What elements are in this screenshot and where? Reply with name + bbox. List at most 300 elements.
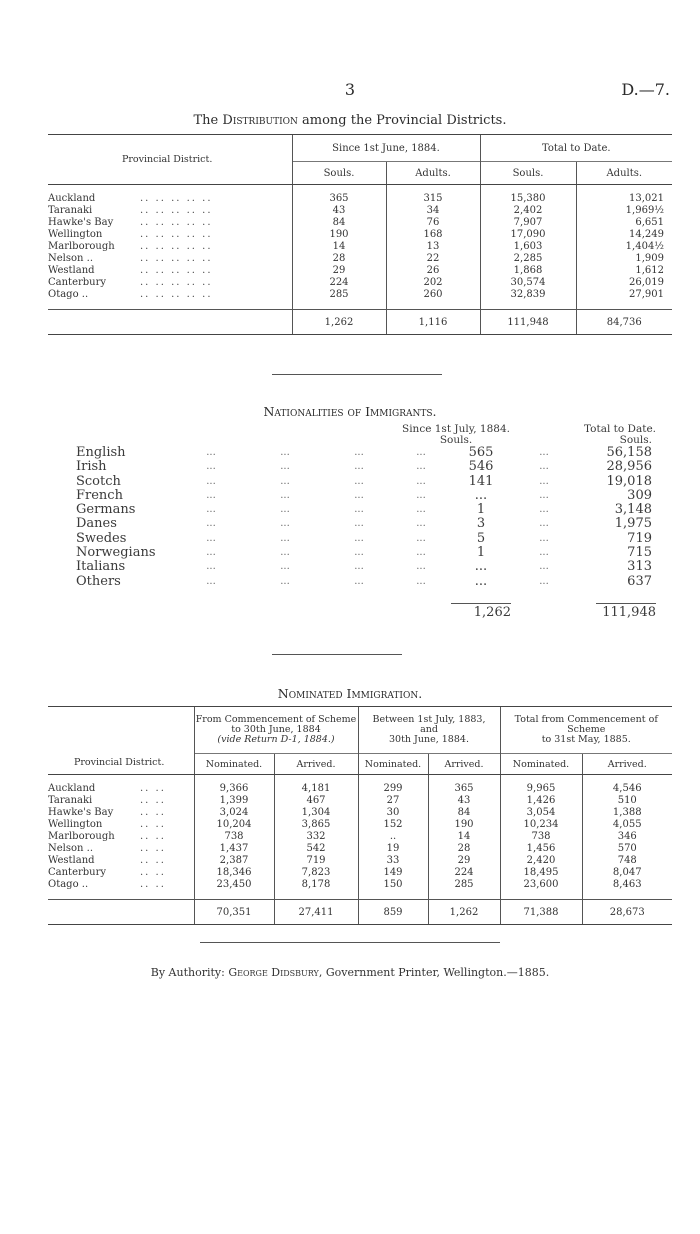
value-cell: 18,495 [500,867,582,879]
dot-leader: .. .. .. .. .. [140,241,213,252]
district-cell [48,217,292,229]
value-cell: 2,420 [500,855,582,867]
district-cell [48,289,292,301]
value-cell: 738 [500,831,582,843]
value-cell: 14 [292,241,386,253]
value-cell: 315 [386,193,480,205]
header-line: (vide Return D-1, 1884.) [217,734,335,745]
value-cell: 27,901 [576,289,672,301]
value-cell: 748 [582,855,672,867]
value-cell: 285 [292,289,386,301]
header-line: Scheme [567,724,606,735]
district-name: Westland [48,265,95,276]
table-row [48,241,672,253]
district-name: Hawke's Bay [48,807,114,818]
ellipsis-leader: ... [206,518,216,530]
district-name: Taranaki [48,205,93,216]
ellipsis-leader: ... [416,475,426,487]
nationality-name: Norwegians [76,545,156,561]
ellipsis-leader: ... [280,475,290,487]
nominated-table [48,706,672,925]
group-a-header [194,707,358,754]
dot-leader: .. .. .. .. .. [140,229,213,240]
value-cell: 1,404½ [576,241,672,253]
district-name: Otago .. [48,289,89,300]
nationalities-totals-row [76,589,656,620]
district-name: Taranaki [48,795,93,806]
since-column-header: Since 1st July, 1884. [402,423,510,435]
district-cell [48,807,194,819]
value-cell: 76 [386,217,480,229]
total-column-header: Total to Date. [583,423,656,435]
value-cell: 285 [428,879,500,891]
ellipsis-leader: ... [354,547,364,559]
value-cell: .. [358,831,428,843]
table-row [48,229,672,241]
table-row [48,831,672,843]
value-cell: 224 [428,867,500,879]
nominated-header: Nominated. [500,754,582,775]
value-cell: 33 [358,855,428,867]
table-row [48,807,672,819]
district-cell [48,205,292,217]
distribution-table [48,134,672,335]
ellipsis-leader: ... [354,575,364,587]
souls-header: Souls. [292,162,386,185]
total-value: 19,018 [606,473,652,489]
value-cell: 27 [358,795,428,807]
value-cell: 4,181 [274,783,358,795]
value-cell: 346 [582,831,672,843]
ellipsis-leader: ... [416,461,426,473]
value-cell: 510 [582,795,672,807]
ellipsis-leader: ... [539,532,549,544]
value-cell: 2,402 [480,205,576,217]
value-cell: 1,909 [576,253,672,265]
value-cell: 15,380 [480,193,576,205]
page-number: 3 [344,80,356,99]
footer-divider [200,942,500,943]
value-cell: 1,612 [576,265,672,277]
nationality-name: French [76,487,123,503]
header-line: Total from Commencement of [514,714,658,725]
value-cell: 43 [428,795,500,807]
value-cell: 22 [386,253,480,265]
value-cell: 8,178 [274,879,358,891]
value-cell: 34 [386,205,480,217]
dot-leader: .. .. [140,783,166,794]
table-row [48,217,672,229]
value-cell: 365 [428,783,500,795]
document-reference: D.—7. [621,80,670,99]
ellipsis-leader: ... [280,547,290,559]
ellipsis-leader: ... [354,447,364,458]
value-cell: 10,204 [194,819,274,831]
ellipsis-leader: ... [539,575,549,587]
nationalities-table [76,424,656,620]
distribution-title [0,113,700,128]
value-cell: 8,047 [582,867,672,879]
ellipsis-leader: ... [539,518,549,530]
table-row [76,560,656,574]
value-cell: 332 [274,831,358,843]
total-value: 719 [627,530,652,546]
arrived-header: Arrived. [274,754,358,775]
overall-total: 111,948 [596,603,656,620]
value-cell: 43 [292,205,386,217]
distribution-title-prefix: The [193,113,223,128]
value-cell: 4,055 [582,819,672,831]
ellipsis-leader: ... [416,447,426,458]
table-row [48,289,672,301]
value-cell: 1,969½ [576,205,672,217]
value-cell: 149 [358,867,428,879]
ellipsis-leader: ... [354,489,364,501]
dot-leader: .. .. .. .. .. [140,253,213,264]
value-cell: 1,603 [480,241,576,253]
district-name: Nelson .. [48,843,93,854]
value-cell: 13,021 [576,193,672,205]
ellipsis-leader: ... [416,504,426,516]
district-name: Nelson .. [48,253,93,264]
value-cell: 3,054 [500,807,582,819]
value-cell: 28 [428,843,500,855]
table-row [48,783,672,795]
value-cell: 1,456 [500,843,582,855]
district-name: Hawke's Bay [48,217,114,228]
value-cell: 26,019 [576,277,672,289]
arrived-header: Arrived. [582,754,672,775]
header-line: 30th June, 1884. [389,734,469,745]
ellipsis-leader: ... [206,461,216,473]
total-cell: 1,262 [292,310,386,335]
value-cell: 365 [292,193,386,205]
ellipsis-leader: ... [280,461,290,473]
value-cell: 32,839 [480,289,576,301]
district-column-header: Provincial District. [48,135,292,185]
total-cell: 71,388 [500,900,582,925]
ellipsis-leader: ... [206,575,216,587]
total-cell: 70,351 [194,900,274,925]
district-name: Marlborough [48,831,115,842]
value-cell: 28 [292,253,386,265]
value-cell: 26 [386,265,480,277]
nationality-name: Irish [76,459,107,475]
souls-subheader: Souls. [619,434,652,446]
distribution-title-smallcaps: Distribution [222,113,298,128]
adults-header: Adults. [386,162,480,185]
value-cell: 23,450 [194,879,274,891]
value-cell: 1,304 [274,807,358,819]
ellipsis-leader: ... [416,547,426,559]
value-cell: 2,285 [480,253,576,265]
value-cell: 1,388 [582,807,672,819]
section-divider [272,654,402,655]
since-group-header: Since 1st June, 1884. [292,135,480,162]
dot-leader: .. .. .. .. .. [140,193,213,204]
since-value: 1 [476,502,486,518]
ellipsis-leader: ... [206,532,216,544]
district-cell [48,795,194,807]
since-value: ... [474,573,488,589]
since-value: 546 [468,459,494,475]
table-row [48,879,672,891]
ellipsis-leader: ... [280,504,290,516]
since-total: 1,262 [451,603,511,620]
table-row [76,460,656,474]
table-row [48,855,672,867]
group-b-header [358,707,500,754]
value-cell: 30 [358,807,428,819]
distribution-title-rest: among the Provincial Districts. [297,113,507,128]
table-row [48,819,672,831]
district-cell [48,783,194,795]
value-cell: 570 [582,843,672,855]
value-cell: 9,965 [500,783,582,795]
table-row [48,867,672,879]
value-cell: 150 [358,879,428,891]
nationalities-title: Nationalities of Immigrants. [263,404,437,419]
distribution-rows [48,193,672,301]
ellipsis-leader: ... [539,489,549,501]
district-cell [48,229,292,241]
printer-name: George Didsbury [228,966,319,979]
total-group-header: Total to Date. [480,135,672,162]
district-cell [48,867,194,879]
table-row [76,532,656,546]
dot-leader: .. .. [140,819,166,830]
district-cell [48,193,292,205]
ellipsis-leader: ... [280,518,290,530]
imprint-prefix: By Authority: [150,966,229,979]
value-cell: 542 [274,843,358,855]
table-row [48,253,672,265]
table-row [76,475,656,489]
total-value: 715 [627,545,652,561]
section-divider [272,374,442,375]
ellipsis-leader: ... [539,475,549,487]
table-row [76,503,656,517]
nationality-name: Italians [76,559,126,575]
total-cell: 859 [358,900,428,925]
distribution-totals-row [48,310,672,335]
ellipsis-leader: ... [354,518,364,530]
nationality-name: Swedes [76,530,127,546]
table-row [48,277,672,289]
arrived-header: Arrived. [428,754,500,775]
value-cell: 7,823 [274,867,358,879]
ellipsis-leader: ... [206,547,216,559]
district-name: Auckland [48,783,96,794]
value-cell: 1,868 [480,265,576,277]
ellipsis-leader: ... [354,461,364,473]
dot-leader: .. .. [140,879,166,890]
value-cell: 467 [274,795,358,807]
dot-leader: .. .. .. .. .. [140,265,213,276]
ellipsis-leader: ... [416,575,426,587]
value-cell: 9,366 [194,783,274,795]
district-name: Otago .. [48,879,89,890]
table-row [76,446,656,460]
printer-imprint [0,966,700,979]
value-cell: 19 [358,843,428,855]
table-row [48,193,672,205]
value-cell: 29 [292,265,386,277]
ellipsis-leader: ... [206,489,216,501]
header-line: to 31st May, 1885. [541,734,631,745]
value-cell: 84 [428,807,500,819]
table-row [76,575,656,589]
ellipsis-leader: ... [416,561,426,573]
value-cell: 738 [194,831,274,843]
nominated-header: Nominated. [194,754,274,775]
value-cell: 224 [292,277,386,289]
dot-leader: .. .. .. .. .. [140,205,213,216]
district-name: Auckland [48,193,96,204]
total-value: 637 [627,573,652,589]
nationality-name: Germans [76,502,136,518]
value-cell: 152 [358,819,428,831]
value-cell: 190 [428,819,500,831]
dot-leader: .. .. [140,843,166,854]
value-cell: 13 [386,241,480,253]
imprint-suffix: , Government Printer, Wellington.—1885. [318,966,550,979]
value-cell: 4,546 [582,783,672,795]
district-cell [48,843,194,855]
total-value: 1,975 [614,516,652,532]
value-cell: 30,574 [480,277,576,289]
table-row [76,489,656,503]
value-cell: 190 [292,229,386,241]
value-cell: 23,600 [500,879,582,891]
nominated-title: Nominated Immigration. [277,686,423,701]
dot-leader: .. .. [140,855,166,866]
value-cell: 1,437 [194,843,274,855]
since-value: 565 [468,445,494,460]
value-cell: 14 [428,831,500,843]
value-cell: 3,024 [194,807,274,819]
nominated-totals-row [48,900,672,925]
ellipsis-leader: ... [280,561,290,573]
table-row [48,205,672,217]
value-cell: 17,090 [480,229,576,241]
nationality-name: English [76,445,126,460]
value-cell: 202 [386,277,480,289]
dot-leader: .. .. [140,807,166,818]
value-cell: 7,907 [480,217,576,229]
ellipsis-leader: ... [539,504,549,516]
ellipsis-leader: ... [354,561,364,573]
ellipsis-leader: ... [354,475,364,487]
ellipsis-leader: ... [539,547,549,559]
district-cell [48,855,194,867]
total-cell: 1,262 [428,900,500,925]
total-value: 56,158 [606,445,652,460]
since-value: 3 [476,516,486,532]
ellipsis-leader: ... [206,561,216,573]
total-value: 309 [627,487,652,503]
value-cell: 29 [428,855,500,867]
since-value: 1 [476,545,486,561]
group-c-header [500,707,672,754]
dot-leader: .. .. .. .. .. [140,277,213,288]
nationality-name: Scotch [76,473,121,489]
total-cell: 28,673 [582,900,672,925]
ellipsis-leader: ... [206,447,216,458]
total-cell: 1,116 [386,310,480,335]
district-cell [48,265,292,277]
district-name: Marlborough [48,241,115,252]
table-row [48,795,672,807]
ellipsis-leader: ... [354,532,364,544]
value-cell: 14,249 [576,229,672,241]
ellipsis-leader: ... [539,561,549,573]
ellipsis-leader: ... [416,532,426,544]
value-cell: 18,346 [194,867,274,879]
district-cell [48,241,292,253]
district-name: Wellington [48,229,103,240]
dot-leader: .. .. .. .. .. [140,289,213,300]
value-cell: 1,399 [194,795,274,807]
since-value: 5 [476,530,486,546]
table-row [48,843,672,855]
district-cell [48,831,194,843]
total-value: 313 [627,559,652,575]
ellipsis-leader: ... [416,489,426,501]
dot-leader: .. .. [140,831,166,842]
header-line: Between 1st July, 1883, [372,714,486,725]
ellipsis-leader: ... [354,504,364,516]
district-cell [48,819,194,831]
ellipsis-leader: ... [539,461,549,473]
ellipsis-leader: ... [280,532,290,544]
ellipsis-leader: ... [280,447,290,458]
adults-header: Adults. [576,162,672,185]
total-value: 28,956 [606,459,652,475]
district-name: Westland [48,855,95,866]
ellipsis-leader: ... [539,447,549,458]
total-cell: 111,948 [480,310,576,335]
ellipsis-leader: ... [280,489,290,501]
since-value: ... [474,559,488,575]
nationality-rows [76,446,656,589]
value-cell: 260 [386,289,480,301]
value-cell: 6,651 [576,217,672,229]
dot-leader: .. .. [140,867,166,878]
since-value: ... [474,487,488,503]
dot-leader: .. .. .. .. .. [140,217,213,228]
ellipsis-leader: ... [416,518,426,530]
header-line: From Commencement of Scheme [195,714,357,725]
value-cell: 168 [386,229,480,241]
souls-header: Souls. [480,162,576,185]
table-row [48,265,672,277]
nationality-name: Danes [76,516,117,532]
table-row [76,517,656,531]
header-line: to 30th June, 1884 [231,724,321,735]
district-cell [48,277,292,289]
since-value: 141 [468,473,494,489]
value-cell: 719 [274,855,358,867]
total-cell: 84,736 [576,310,672,335]
value-cell: 1,426 [500,795,582,807]
total-value: 3,148 [614,502,652,518]
value-cell: 10,234 [500,819,582,831]
ellipsis-leader: ... [206,504,216,516]
value-cell: 84 [292,217,386,229]
district-name: Canterbury [48,867,107,878]
district-cell [48,253,292,265]
